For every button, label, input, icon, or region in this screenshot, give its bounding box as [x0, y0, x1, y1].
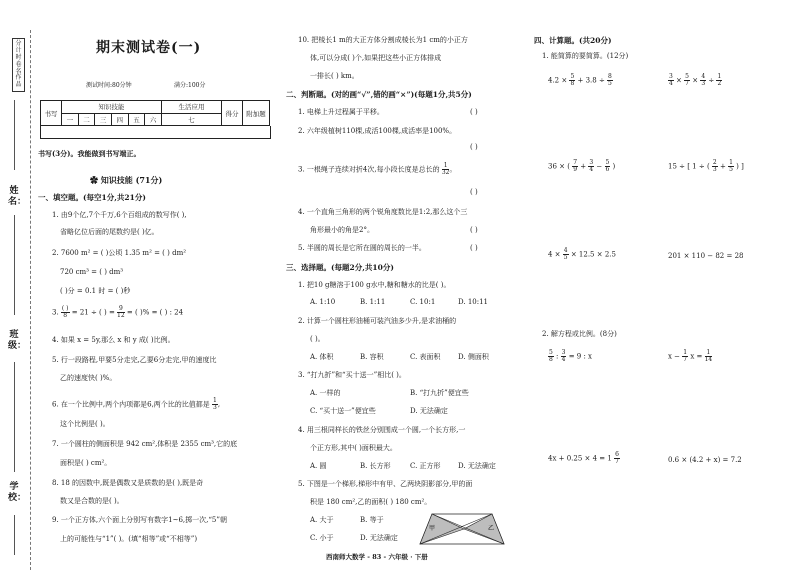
col-two: 二 [78, 113, 95, 126]
choice-3: 3. “打九折”和“买十送一”相比( )。 [298, 371, 406, 379]
q3-frac1: $\frac{( )}{8}$ [61, 305, 69, 319]
choice-4-line1: 4. 用三根同样长的铁丝分别围成一个圆,一个长方形,一 [298, 426, 466, 434]
life-header: 生活应用 [161, 101, 221, 114]
col-six: 六 [145, 113, 162, 126]
choice-3-d: D. 无法确定 [410, 407, 448, 415]
writing-instruction: 书写(3分)。我能做到书写端正。 [38, 149, 141, 158]
col-one: 一 [62, 113, 79, 126]
page-footer: 西南师大数学 - 83 - 六年级 · 下册 [326, 553, 428, 561]
section-fill: 一、填空题。(每空1分,共21分) [38, 193, 146, 202]
test-time: 测试时间:80分钟 [86, 82, 132, 89]
section-choice: 三、选择题。(每题2分,共10分) [286, 263, 394, 272]
choice-5-b: B. 等于 [360, 516, 384, 524]
choice-1-c: C. 10:1 [410, 298, 436, 306]
choice-1-a: A. 1:10 [310, 298, 336, 306]
judge-3: 3. 一根绳子连续对折4次,每小段长度是总长的 $\frac{1}{32}$ 。 [298, 162, 457, 176]
school-line-bottom [14, 515, 15, 555]
judge-2-paren: ( ) [470, 143, 478, 151]
expr-4b: x − $\frac{1}{7}$ x = $\frac{1}{14}$ [668, 349, 713, 363]
q7-line1: 7. 一个圆柱的侧面积是 942 cm²,体积是 2355 cm³,它的底 [52, 440, 238, 448]
q4-line: 4. 如果 x = 5y,那么 x 和 y 成( )比例。 [52, 336, 175, 344]
school-label: 学校： [8, 482, 27, 503]
judge-5: 5. 半圆的周长是它所在圆的周长的一半。 [298, 244, 426, 252]
choice-4-b: B. 长方形 [360, 462, 391, 470]
judge-4-line1: 4. 一个直角三角形的两个锐角度数比是1:2,那么这个三 [298, 208, 468, 216]
q5-line2: 乙的速度快( )%。 [60, 374, 117, 382]
choice-2-a: A. 体积 [310, 353, 334, 361]
q6-line1: 6. 在一个比例中,两个内项都是6,两个比的比值都是 $\frac{1}{3}$ , [52, 397, 221, 411]
calc-sub1: 1. 能简算的要简算。(12分) [542, 52, 629, 60]
judge-4-line2: 角形最小的角是2°。 [310, 226, 374, 234]
expr-5b: 0.6 × (4.2 + x) = 7.2 [668, 456, 742, 464]
choice-4-line2: 个正方形,其中( )面积最大。 [310, 444, 397, 452]
q10-line3: 一排长( ) km。 [310, 72, 359, 80]
q2-line2: 720 cm³ = ( ) dm³ [60, 268, 124, 276]
choice-4-a: A. 圆 [310, 462, 327, 470]
choice-5-c: C. 小于 [310, 534, 334, 542]
expr-5a: 4x + 0.25 × 4 = 1 $\frac{6}{7}$ [548, 451, 619, 465]
choice-5-d: D. 无法确定 [360, 534, 398, 542]
name-label: 姓名： [8, 186, 27, 207]
judge-1: 1. 电梯上升过程属于平移。 [298, 108, 384, 116]
choice-4-d: D. 无法确定 [458, 462, 496, 470]
writing-header: 书写 [41, 101, 62, 126]
q1-line1: 1. 由9个亿,7个千万,6个百组成的数写作( ), [52, 211, 187, 219]
judge-3-paren: ( ) [470, 188, 478, 196]
expr-2a: 36 × ( $\frac{7}{9}$ + $\frac{3}{4}$ − $\frac{5}{6}$ ) [548, 159, 616, 173]
judge-3-frac: $\frac{1}{32}$ [441, 162, 450, 176]
label-yi: 乙 [488, 525, 495, 532]
name-line [14, 100, 15, 170]
q9-line2: 上的可能性与“1”( )。(填“相等”或“不相等”) [60, 535, 198, 543]
q8-line1: 8. 18 的因数中,既是偶数又是质数的是( ),既是奇 [52, 479, 204, 487]
school-line-top [14, 362, 15, 472]
choice-1: 1. 把10 g糖溶于100 g水中,糖和糖水的比是( )。 [298, 281, 451, 289]
q5-line1: 5. 行一段路程,甲要5分走完,乙要6分走完,甲的速度比 [52, 356, 217, 364]
q8-line2: 数又是合数的是( )。 [60, 497, 124, 505]
q10-line1: 10. 把棱长1 m的大正方体分割成棱长为1 cm的小正方 [298, 36, 468, 44]
judge-2: 2. 六年级植树110棵,成活100棵,成活率是100%。 [298, 127, 457, 135]
choice-2-c: C. 表面积 [410, 353, 441, 361]
choice-3-c: C. “买十送一”便宜些 [310, 407, 376, 415]
q1-line2: 省略亿位后面的尾数约是( )亿。 [60, 228, 159, 236]
calc-sub2: 2. 解方程或比例。(8分) [542, 330, 617, 338]
choice-5-line1: 5. 下图是一个梯形,梯形中有甲、乙两块阴影部分,甲的面 [298, 480, 473, 488]
judge-1-paren: ( ) [470, 108, 478, 116]
q3-frac2: $\frac{9}{12}$ [117, 305, 125, 319]
full-score: 满分:100分 [174, 82, 206, 89]
total-header: 得分 [222, 101, 243, 126]
expr-3b: 201 × 110 − 82 = 28 [668, 252, 744, 260]
choice-2-line2: ( )。 [310, 335, 325, 343]
choice-3-a: A. 一样的 [310, 389, 341, 397]
expr-4a: $\frac{5}{8}$ : $\frac{3}{4}$ = 9 : x [549, 349, 592, 363]
page-title: 期末测试卷(一) [96, 40, 202, 56]
q6-frac: $\frac{1}{3}$ [213, 397, 217, 411]
expr-1b: $\frac{3}{4}$ × $\frac{5}{7}$ × $\frac{4}{3}$ ÷ $\frac{1}{2}$ [669, 73, 722, 87]
fold-line [30, 30, 31, 570]
section-judge: 二、判断题。(对的画“√”,错的画“×”)(每题1分,共5分) [286, 90, 472, 99]
choice-1-b: B. 1:11 [360, 298, 386, 306]
choice-1-d: D. 10:11 [458, 298, 488, 306]
label-jia: 甲 [429, 525, 436, 532]
class-line-top [14, 215, 15, 315]
extra-header: 附加题 [243, 101, 270, 126]
q10-line2: 体,可以分成( )个,如果把这些小正方体排成 [310, 54, 442, 62]
q3-line: 3. $\frac{( )}{8}$ = 21 ÷ ( ) = $\frac{9}{12}$ = ( )% = ( ) : 24 [52, 305, 184, 319]
judge-4-paren: ( ) [470, 226, 478, 234]
section-calc: 四、计算题。(共20分) [534, 36, 612, 45]
q2-line1: 2. 7600 m² = ( )公顷 1.35 m² = ( ) dm² [52, 249, 187, 257]
side-box-text: 分计时卷名作品 [15, 40, 22, 89]
choice-2-b: B. 容积 [360, 353, 384, 361]
trapezoid-figure [418, 512, 506, 546]
choice-4-c: C. 正方形 [410, 462, 441, 470]
q9-line1: 9. 一个正方体,六个面上分别写有数字1~6,掷一次,“5”朝 [52, 516, 227, 524]
score-table [40, 100, 270, 126]
q7-line2: 面积是( ) cm²。 [60, 459, 112, 467]
judge-5-paren: ( ) [470, 244, 478, 252]
score-blank-row [40, 126, 271, 139]
choice-5-line2: 积是 180 cm²,乙的面积( ) 180 cm²。 [310, 498, 432, 506]
q6-line2: 这个比例是( )。 [60, 420, 110, 428]
expr-2b: 15 ÷ [ 1 ÷ ( $\frac{2}{3}$ + $\frac{1}{5}$ ) ] [668, 159, 744, 173]
choice-2-line1: 2. 计算一个圆柱形油桶可装汽油多少升,是求油桶的 [298, 317, 457, 325]
choice-3-b: B. “打九折”便宜些 [410, 389, 469, 397]
expr-3a: 4 × $\frac{4}{5}$ × 12.5 × 2.5 [548, 247, 616, 261]
knowledge-heading: ✿ 知识技能 (71分) [90, 175, 163, 185]
col-seven: 七 [161, 113, 221, 126]
expr-1a: 4.2 × $\frac{5}{8}$ + 3.8 ÷ $\frac{8}{5}$ [548, 73, 612, 87]
col-four: 四 [111, 113, 128, 126]
choice-2-d: D. 侧面积 [458, 353, 489, 361]
class-label: 班级： [8, 330, 27, 351]
side-box [12, 38, 25, 92]
col-five: 五 [128, 113, 145, 126]
knowledge-header: 知识技能 [62, 101, 162, 114]
col-three: 三 [95, 113, 112, 126]
choice-5-a: A. 大于 [310, 516, 334, 524]
q2-line3: ( )分 = 0.1 时 = ( )秒 [60, 287, 131, 295]
